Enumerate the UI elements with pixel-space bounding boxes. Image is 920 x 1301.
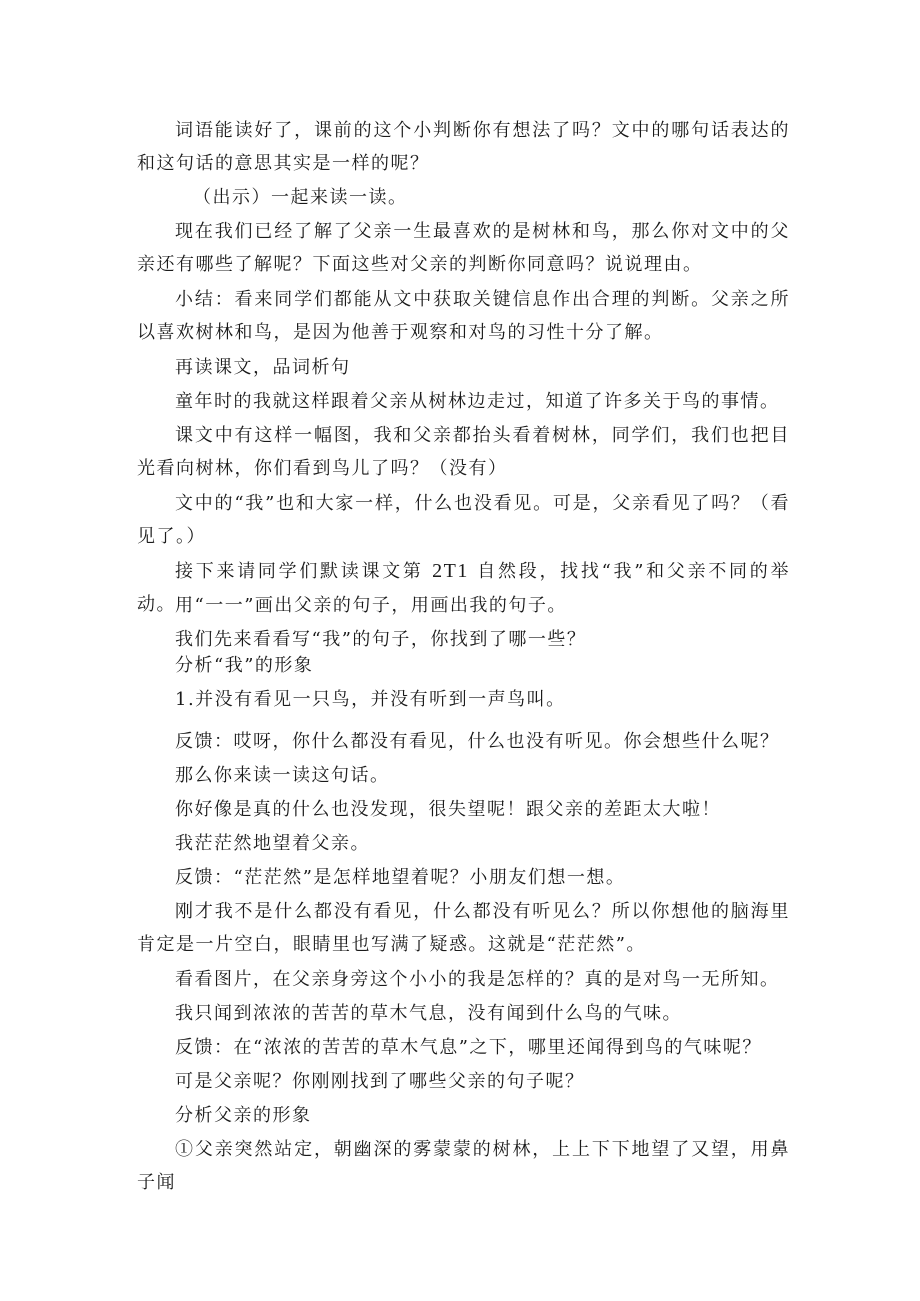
paragraph-9-part-2: 自然段，找找“我”和父亲不同的举动。 <box>137 561 790 615</box>
paragraph-19: 刚才我不是什么都没有看见，什么都没有听见么？所以你想他的脑海里肯定是一片空白，眼睛里也写满了疑惑。这就是“茫茫然”。 <box>137 901 790 955</box>
paragraph-22: 反馈：在“浓浓的苦苦的草木气息”之下，哪里还闻得到鸟的气味呢？ <box>175 1037 762 1058</box>
paragraph-21: 我只闻到浓浓的苦苦的草木气息，没有闻到什么鸟的气味。 <box>175 1003 682 1024</box>
paragraph-14: 反馈：哎呀，你什么都没有看见，什么也没有听见。你会想些什么呢？ <box>175 731 780 752</box>
paragraph-13: 1.并没有看见一只鸟，并没有听到一声鸟叫。 <box>175 689 566 710</box>
paragraph-9-paragraph-range: 2T1 <box>432 560 469 582</box>
paragraph-10: 用“一一”画出父亲的句子，用画出我的句子。 <box>175 595 567 616</box>
paragraph-16: 你好像是真的什么也没发现，很失望呢！跟父亲的差距太大啦！ <box>175 799 721 820</box>
paragraph-11: 我们先来看看写“我”的句子，你找到了哪一些？ <box>175 629 587 650</box>
paragraph-23: 可是父亲呢？你刚刚找到了哪些父亲的句子呢？ <box>175 1071 585 1092</box>
section-heading-reread: 再读课文，品词析句 <box>175 357 351 378</box>
paragraph-1: 词语能读好了，课前的这个小判断你有想法了吗？文中的哪句话表达的和这句话的意思其实是一样的呢？ <box>137 120 790 174</box>
paragraph-18: 反馈：“茫茫然”是怎样地望着呢？小朋友们想一想。 <box>175 867 626 888</box>
paragraph-4: 小结：看来同学们都能从文中获取关键信息作出合理的判断。父亲之所以喜欢树林和鸟，是因为他善于观察和对鸟的习性十分了解。 <box>137 289 790 343</box>
section-heading-me: 分析“我”的形象 <box>175 655 314 676</box>
paragraph-3: 现在我们已经了解了父亲一生最喜欢的是树林和鸟，那么你对文中的父亲还有哪些了解呢？下面这些对父亲的判断你同意吗？说说理由。 <box>137 221 790 275</box>
paragraph-7: 课文中有这样一幅图，我和父亲都抬头看着树林，同学们，我们也把目光看向树林，你们看到鸟儿了吗？（没有） <box>137 425 790 479</box>
paragraph-9-part-1: 接下来请同学们默读课文第 <box>175 561 424 582</box>
section-heading-father: 分析父亲的形象 <box>175 1105 312 1126</box>
paragraph-8: 文中的“我”也和大家一样，什么也没看见。可是，父亲看见了吗？（看见了。） <box>137 493 790 547</box>
paragraph-17: 我茫茫然地望着父亲。 <box>175 833 370 854</box>
paragraph-2: （出示）一起来读一读。 <box>193 187 408 208</box>
paragraph-25: ①父亲突然站定，朝幽深的雾蒙蒙的树林，上上下下地望了又望，用鼻子闻 <box>137 1139 790 1193</box>
paragraph-15: 那么你来读一读这句话。 <box>175 765 390 786</box>
paragraph-6: 童年时的我就这样跟着父亲从树林边走过，知道了许多关于鸟的事情。 <box>175 391 780 412</box>
paragraph-20: 看看图片，在父亲身旁这个小小的我是怎样的？真的是对鸟一无所知。 <box>175 969 780 990</box>
